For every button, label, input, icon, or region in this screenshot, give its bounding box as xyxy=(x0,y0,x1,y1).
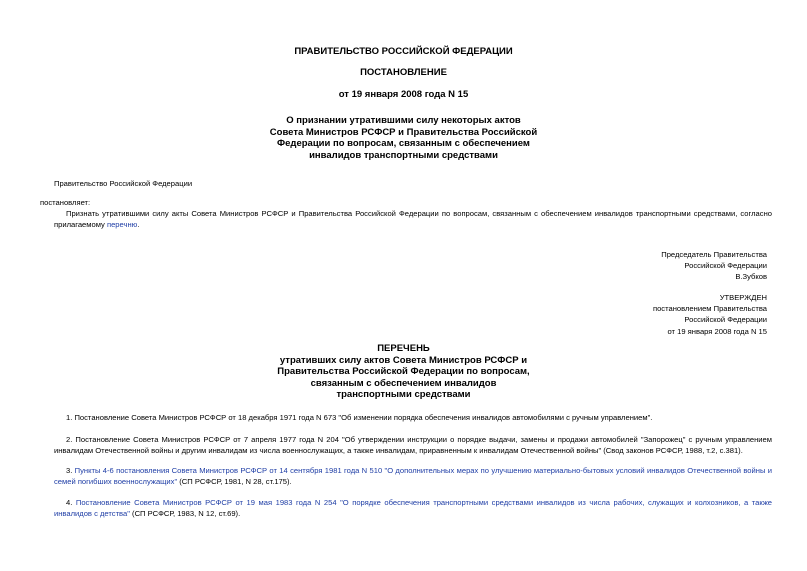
item-text: 4. xyxy=(66,498,76,507)
title-line: Федерации по вопросам, связанным с обеспечением xyxy=(277,138,530,149)
list-item-2 xyxy=(54,434,772,456)
decree-end: . xyxy=(137,220,140,229)
list-link[interactable]: перечню xyxy=(106,220,138,229)
list-title-line: связанным с обеспечением инвалидов xyxy=(310,377,497,389)
resolves-text: постановляет: xyxy=(40,198,91,207)
issuer-text: Правительство Российской Федерации xyxy=(54,179,193,188)
signature-line: Председатель Правительства xyxy=(661,250,767,259)
title-line: инвалидов транспортными средствами xyxy=(309,149,498,161)
item-text: 3. xyxy=(66,466,75,475)
title-line: Совета Министров РСФСР и Правительства Российской xyxy=(269,126,538,138)
item-text-after: (СП РСФСР, 1983, N 12, ст.69). xyxy=(129,509,241,518)
list-title-line: Правительства Российской Федерации по вопросам, xyxy=(277,366,530,377)
item-link[interactable]: Пункты 4-6 постановления Совета Министров РСФСР от 14 сентября 1981 года N 510 "О дополнительных мерах по улучшению материально-бытовых условий инвалидов Отечественной войны и семей погибших военнослужащих" xyxy=(54,466,772,486)
signature-block xyxy=(661,249,767,283)
list-title xyxy=(0,343,807,401)
item-text-after: (СП РСФСР, 1981, N 28, ст.175). xyxy=(177,477,292,486)
decree-text: Признать утратившими силу акты Совета Министров РСФСР и Правительства Российской Федерации по вопросам, связанным с обеспечением инвалидов транспортными средствами, согласно прилагаемому xyxy=(54,209,772,229)
approval-line: УТВЕРЖДЕН xyxy=(719,293,767,302)
doc-date-number: от 19 января 2008 года N 15 xyxy=(338,89,469,100)
title-line: О признании утратившими силу некоторых актов xyxy=(286,115,521,126)
item-link[interactable]: Постановление Совета Министров РСФСР от 19 мая 1983 года N 254 "О порядке обеспечения транспортными средствами инвалидов из числа рабочих, служащих и колхозников, а также инвалидов с детства" xyxy=(54,498,772,518)
item-text: 2. Постановление Совета Министров РСФСР от 7 апреля 1977 года N 204 "Об утверждении инструкции о порядке выдачи, замены и продажи автомобилей "Запорожец" с ручным управлением инвалидам Отечественной войны и другим инвалидам из числа военнослужащих, а также инвалидам, приравненным к инвалидам Отечественной войны" (Свод законов РСФСР, 1988, т.2, с.381). xyxy=(54,435,772,455)
signature-line: В.Зубков xyxy=(735,272,767,282)
document-title xyxy=(0,115,807,161)
list-title-line: ПЕРЕЧЕНЬ xyxy=(377,343,430,354)
approval-line: от 19 января 2008 года N 15 xyxy=(667,326,767,336)
decree-paragraph xyxy=(54,208,772,230)
government-heading: ПРАВИТЕЛЬСТВО РОССИЙСКОЙ ФЕДЕРАЦИИ xyxy=(294,46,513,57)
list-item-3 xyxy=(54,465,772,487)
signature-line: Российской Федерации xyxy=(684,261,767,271)
approval-line: постановлением Правительства xyxy=(652,304,767,314)
list-item-4 xyxy=(54,497,772,519)
list-title-line: утративших силу актов Совета Министров РСФСР и xyxy=(279,354,528,366)
item-text: 1. Постановление Совета Министров РСФСР от 18 декабря 1971 года N 673 "Об изменении порядка обеспечения инвалидов автомобилями с ручным управлением". xyxy=(66,413,653,422)
list-title-line: транспортными средствами xyxy=(336,389,471,400)
list-item-1 xyxy=(54,412,772,423)
approval-line: Российской Федерации xyxy=(684,315,767,325)
approval-block xyxy=(653,292,767,337)
doc-type-heading: ПОСТАНОВЛЕНИЕ xyxy=(360,67,447,78)
